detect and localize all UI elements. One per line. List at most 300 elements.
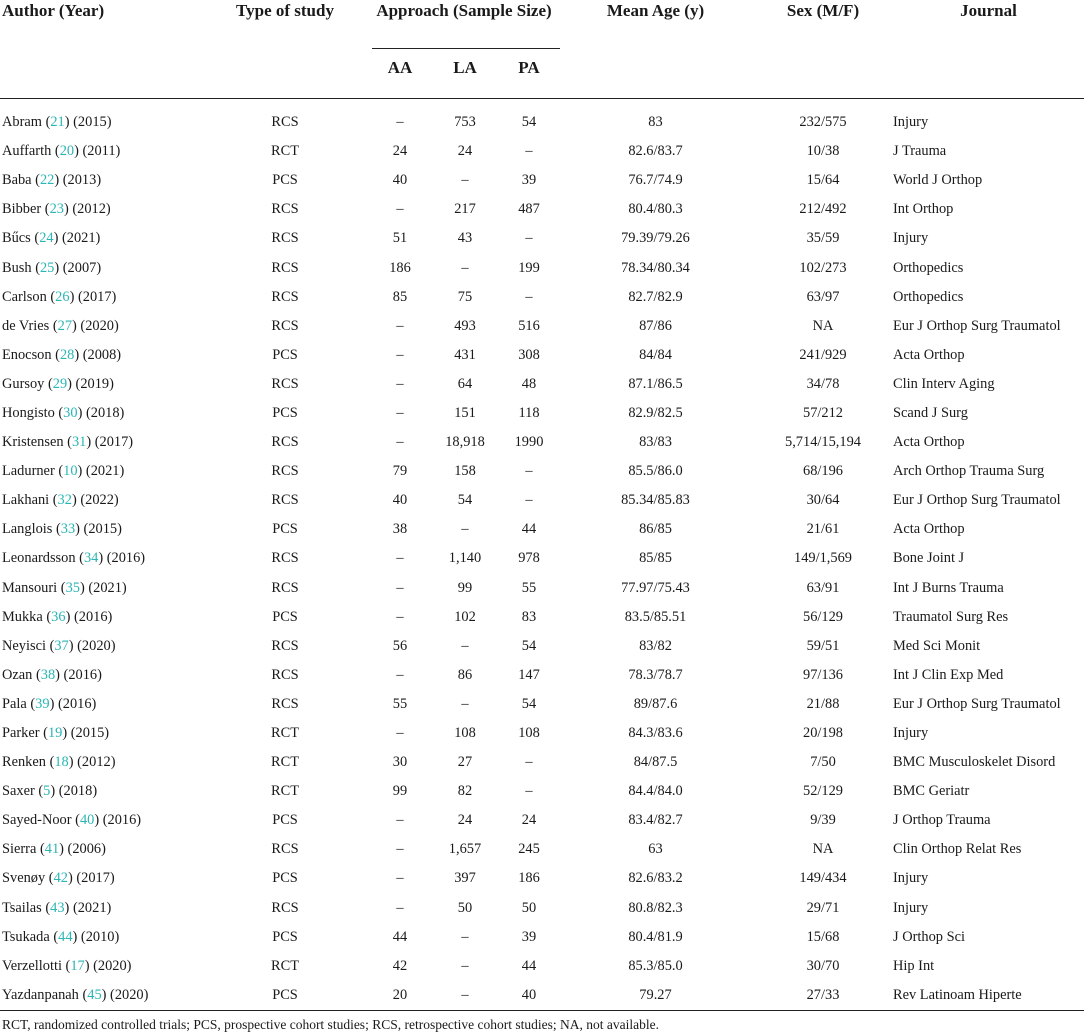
author-year: (2016) <box>73 608 113 625</box>
cell-aa: – <box>396 375 404 392</box>
reference-link[interactable]: 18 <box>54 754 69 771</box>
cell-journal: Scand J Surg <box>893 404 968 421</box>
author-name: Tsailas <box>2 899 42 916</box>
cell-aa: – <box>396 812 404 829</box>
author-year: (2016) <box>102 812 142 829</box>
author-year: (2010) <box>80 928 120 945</box>
cell-la: – <box>461 695 469 712</box>
cell-type: RCS <box>271 492 299 509</box>
cell-author: Baba (22) (2013) <box>2 172 102 189</box>
cell-aa: 56 <box>392 637 408 654</box>
cell-aa: 40 <box>392 492 408 509</box>
cell-age: 80.4/81.9 <box>628 928 683 945</box>
cell-aa: – <box>396 841 404 858</box>
table-footnote: RCT, randomized controlled trials; PCS, prospective cohort studies; RCS, retrospective cohort studies; NA, not available. <box>2 1017 660 1032</box>
cell-type: RCS <box>271 550 299 567</box>
reference-link[interactable]: 42 <box>53 870 68 887</box>
cell-aa: – <box>396 201 404 218</box>
cell-pa: 54 <box>521 695 537 712</box>
cell-age: 83.4/82.7 <box>628 812 683 829</box>
reference-link[interactable]: 25 <box>39 259 55 276</box>
cell-aa: 51 <box>392 230 408 247</box>
table-row <box>0 195 1084 224</box>
table-row <box>0 428 1084 457</box>
cell-journal: Eur J Orthop Surg Traumatol <box>893 317 1061 334</box>
cell-type: RCS <box>271 434 299 451</box>
cell-la: – <box>461 957 469 974</box>
cell-la: 18,918 <box>445 434 485 451</box>
cell-type: RCT <box>271 754 299 771</box>
cell-age: 85.5/86.0 <box>628 463 683 480</box>
cell-aa: – <box>396 550 404 567</box>
cell-sex: 35/59 <box>806 230 840 247</box>
author-name: Hongisto <box>2 404 55 421</box>
table-row <box>0 748 1084 777</box>
cell-author: Ozan (38) (2016) <box>2 666 102 683</box>
author-year: (2020) <box>93 957 132 974</box>
cell-sex: 63/97 <box>806 288 840 305</box>
cell-pa: 40 <box>500 981 558 1011</box>
author-year: (2018) <box>85 404 125 421</box>
author-year: (2020) <box>80 317 119 334</box>
table-row <box>0 515 1084 544</box>
cell-type: RCS <box>271 666 299 683</box>
cell-type: RCS <box>271 259 299 276</box>
cell-la: – <box>430 981 500 1011</box>
cell-sex: 30/64 <box>806 492 840 509</box>
cell-author: Pala (39) (2016) <box>2 695 97 712</box>
cell-age: 86/85 <box>639 521 672 538</box>
cell-sex: NA <box>812 317 834 334</box>
cell-age: 84.3/83.6 <box>628 725 683 742</box>
cell-pa: 48 <box>521 375 537 392</box>
cell-author: Bűcs (24) (2021) <box>2 230 101 247</box>
cell-author: Lakhani (32) (2022) <box>2 492 119 509</box>
cell-age: 77.97/75.43 <box>621 579 690 596</box>
col-header-age: Mean Age (y) <box>606 1 705 20</box>
cell-pa: – <box>525 783 533 800</box>
cell-journal: BMC Geriatr <box>893 783 970 800</box>
reference-link[interactable]: 39 <box>35 695 50 712</box>
reference-link[interactable]: 32 <box>57 492 72 509</box>
author-name: Ozan <box>2 666 33 683</box>
cell-age: 87.1/86.5 <box>628 375 683 392</box>
cell-la: 43 <box>457 230 473 247</box>
cell-journal: Injury <box>893 870 929 887</box>
author-name: Tsukada <box>2 928 50 945</box>
author-name: Parker <box>2 725 40 742</box>
reference-link[interactable]: 44 <box>58 928 73 945</box>
cell-aa: 99 <box>392 783 408 800</box>
author-year: (2016) <box>57 695 97 712</box>
author-year: (2021) <box>72 899 112 916</box>
table-row <box>0 661 1084 690</box>
author-name: Baba <box>2 172 32 189</box>
table-row <box>0 690 1084 719</box>
cell-type: PCS <box>272 404 298 421</box>
author-name: Langlois <box>2 521 53 538</box>
author-name: Lakhani <box>2 492 50 509</box>
cell-journal: Int J Clin Exp Med <box>893 666 1004 683</box>
author-name: Enocson <box>2 346 52 363</box>
cell-la: 151 <box>454 404 476 421</box>
author-year: (2021) <box>85 463 125 480</box>
cell-type: RCS <box>271 463 299 480</box>
cell-aa: – <box>396 899 404 916</box>
table-row <box>0 981 1084 1011</box>
reference-link[interactable]: 35 <box>65 579 80 596</box>
cell-sex: 232/575 <box>799 114 847 131</box>
cell-la: – <box>461 259 469 276</box>
cell-journal: Injury <box>893 114 929 131</box>
col-header-la: LA <box>453 58 477 77</box>
author-year: (2021) <box>61 230 101 247</box>
cell-pa: 245 <box>518 841 540 858</box>
cell-author: Bibber (23) (2012) <box>2 201 111 218</box>
cell-sex: 15/64 <box>806 172 840 189</box>
cell-aa: 55 <box>392 695 408 712</box>
cell-type: RCS <box>271 841 299 858</box>
author-year: (2007) <box>62 259 102 276</box>
cell-author: Saxer (5) (2018) <box>2 783 98 800</box>
reference-link[interactable]: 37 <box>54 637 69 654</box>
reference-link[interactable]: 40 <box>79 812 95 829</box>
cell-la: 27 <box>457 754 473 771</box>
cell-age: 84/87.5 <box>633 754 678 771</box>
author-name: Pala <box>2 695 27 712</box>
cell-pa: – <box>525 288 533 305</box>
table-body <box>0 99 1084 1011</box>
cell-aa: – <box>396 725 404 742</box>
cell-sex: 20/198 <box>803 725 843 742</box>
cell-pa: 54 <box>521 114 537 131</box>
reference-link[interactable]: 45 <box>87 986 102 1003</box>
cell-sex: 97/136 <box>803 666 843 683</box>
cell-la: 24 <box>457 143 473 160</box>
reference-link[interactable]: 28 <box>59 346 75 363</box>
reference-link[interactable]: 43 <box>50 899 65 916</box>
table-row <box>0 253 1084 282</box>
cell-age: 84/84 <box>639 346 672 363</box>
cell-la: 158 <box>454 463 476 480</box>
cell-la: 64 <box>457 375 473 392</box>
cell-pa: – <box>525 230 533 247</box>
cell-type: RCS <box>271 637 299 654</box>
reference-link[interactable]: 30 <box>63 404 78 421</box>
cell-la: 1,657 <box>448 841 482 858</box>
reference-link[interactable]: 23 <box>49 201 64 218</box>
cell-age: 83/82 <box>639 637 672 654</box>
cell-author: de Vries (27) (2020) <box>2 317 119 334</box>
author-year: (2015) <box>83 521 122 538</box>
cell-type: RCS <box>271 375 299 392</box>
author-name: Leonardsson <box>2 550 76 567</box>
reference-link[interactable]: 24 <box>39 230 54 247</box>
author-name: Svenøy <box>2 870 46 887</box>
cell-sex: 212/492 <box>799 201 847 218</box>
cell-pa: – <box>525 754 533 771</box>
cell-aa: 85 <box>392 288 408 305</box>
cell-la: 397 <box>454 870 476 887</box>
cell-journal: Orthopedics <box>893 288 964 305</box>
author-year: (2008) <box>82 346 122 363</box>
author-name: Auffarth <box>2 143 52 160</box>
cell-age: 79.27 <box>558 981 753 1011</box>
cell-age: 82.9/82.5 <box>628 404 683 421</box>
author-year: (2020) <box>110 986 149 1003</box>
author-year: (2006) <box>67 841 106 858</box>
cell-type: PCS <box>200 981 370 1011</box>
cell-pa: 24 <box>521 812 537 829</box>
col-header-author: Author (Year) <box>2 1 105 20</box>
cell-la: 753 <box>454 114 476 131</box>
cell-la: 108 <box>454 725 476 742</box>
author-name: Bush <box>2 259 32 276</box>
cell-sex: 149/434 <box>799 870 847 887</box>
author-year: (2017) <box>94 434 134 451</box>
cell-author: Enocson (28) (2008) <box>2 346 122 363</box>
table-row <box>0 224 1084 253</box>
table-row <box>0 399 1084 428</box>
cell-la: – <box>461 637 469 654</box>
author-name: Saxer <box>2 783 35 800</box>
cell-age: 83 <box>648 114 663 131</box>
cell-aa: – <box>396 317 404 334</box>
reference-link[interactable]: 20 <box>59 143 75 160</box>
cell-age: 82.7/82.9 <box>628 288 683 305</box>
cell-sex: NA <box>812 841 834 858</box>
author-year: (2012) <box>72 201 111 218</box>
cell-la: – <box>461 172 469 189</box>
cell-author: Leonardsson (34) (2016) <box>2 550 146 567</box>
reference-link[interactable]: 36 <box>51 608 66 625</box>
cell-pa: 147 <box>518 666 540 683</box>
cell-type: PCS <box>272 346 298 363</box>
reference-link[interactable]: 29 <box>52 375 68 392</box>
cell-aa: – <box>396 404 404 421</box>
author-name: de Vries <box>2 317 50 334</box>
cell-author: Gursoy (29) (2019) <box>2 375 114 392</box>
cell-journal: Rev Latinoam Hiperte <box>893 981 1084 1011</box>
cell-author: Langlois (33) (2015) <box>2 521 122 538</box>
table-row <box>0 137 1084 166</box>
table-row <box>0 341 1084 370</box>
cell-author: Svenøy (42) (2017) <box>2 870 115 887</box>
cell-journal: BMC Musculoskelet Disord <box>893 754 1056 771</box>
table-row <box>0 777 1084 806</box>
author-name: Mukka <box>2 608 43 625</box>
cell-journal: Clin Interv Aging <box>893 375 995 392</box>
cell-type: RCT <box>271 783 299 800</box>
cell-aa: – <box>396 346 404 363</box>
cell-la: 54 <box>457 492 473 509</box>
reference-link[interactable]: 41 <box>44 841 60 858</box>
cell-aa: 44 <box>392 928 408 945</box>
cell-sex: 63/91 <box>806 579 840 596</box>
cell-type: RCT <box>271 725 299 742</box>
cell-age: 83.5/85.51 <box>624 608 687 625</box>
cell-aa: 40 <box>392 172 408 189</box>
cell-journal: Bone Joint J <box>893 550 965 567</box>
cell-journal: Injury <box>893 230 929 247</box>
cell-author: Sayed-Noor (40) (2016) <box>2 812 142 829</box>
cell-author: Verzellotti (17) (2020) <box>2 957 132 974</box>
cell-journal: J Orthop Sci <box>893 928 965 945</box>
cell-type: PCS <box>272 928 298 945</box>
table-row <box>0 574 1084 603</box>
cell-journal: Int J Burns Trauma <box>893 579 1004 596</box>
reference-link[interactable]: 22 <box>39 172 55 189</box>
cell-la: 24 <box>457 812 473 829</box>
author-name: Yazdanpanah <box>2 986 79 1003</box>
cell-la: 431 <box>454 346 476 363</box>
table-row <box>0 894 1084 923</box>
cell-author: Bush (25) (2007) <box>2 259 102 276</box>
cell-aa: 79 <box>392 463 408 480</box>
cell-age: 80.4/80.3 <box>628 201 683 218</box>
cell-aa: 186 <box>389 259 411 276</box>
cell-la: – <box>461 521 469 538</box>
cell-pa: 44 <box>521 521 537 538</box>
cell-type: RCT <box>271 143 299 160</box>
cell-aa: – <box>396 434 404 451</box>
cell-sex: 102/273 <box>799 259 847 276</box>
author-year: (2017) <box>76 870 115 887</box>
table-row <box>0 864 1084 893</box>
cell-author: Tsukada (44) (2010) <box>2 928 120 945</box>
author-name: Renken <box>2 754 46 771</box>
col-header-sex: Sex (M/F) <box>786 1 860 20</box>
cell-author: Auffarth (20) (2011) <box>2 143 121 160</box>
cell-type: PCS <box>272 812 298 829</box>
cell-journal: Eur J Orthop Surg Traumatol <box>893 695 1061 712</box>
table-row <box>0 370 1084 399</box>
cell-pa: 978 <box>518 550 540 567</box>
reference-link[interactable]: 38 <box>40 666 56 683</box>
cell-pa: 1990 <box>514 434 544 451</box>
reference-link[interactable]: 5 <box>43 783 51 800</box>
author-year: (2016) <box>63 666 102 683</box>
cell-la: 493 <box>454 317 476 334</box>
cell-sex: 21/88 <box>806 695 840 712</box>
reference-link[interactable]: 10 <box>63 463 78 480</box>
cell-journal: World J Orthop <box>893 172 983 189</box>
cell-journal: Hip Int <box>893 957 935 974</box>
col-header-journal: Journal <box>960 1 1017 20</box>
col-header-pa: PA <box>518 58 540 77</box>
cell-author: Abram (21) (2015) <box>2 114 112 131</box>
reference-link[interactable]: 26 <box>55 288 70 305</box>
cell-age: 89/87.6 <box>633 695 678 712</box>
cell-author: Parker (19) (2015) <box>2 725 110 742</box>
col-header-approach: Approach (Sample Size) <box>376 1 552 20</box>
cell-sex: 56/129 <box>803 608 843 625</box>
cell-aa: 24 <box>392 143 408 160</box>
cell-sex: 149/1,569 <box>794 550 852 567</box>
cell-pa: 54 <box>521 637 537 654</box>
cell-pa: 50 <box>521 899 537 916</box>
cell-sex: 29/71 <box>806 899 840 916</box>
cell-journal: Acta Orthop <box>893 346 965 363</box>
cell-la: 1,140 <box>448 550 482 567</box>
reference-link[interactable]: 31 <box>71 434 87 451</box>
author-name: Kristensen <box>2 434 64 451</box>
cell-aa: – <box>396 608 404 625</box>
cell-pa: – <box>525 463 533 480</box>
cell-pa: 516 <box>518 317 540 334</box>
reference-link[interactable]: 21 <box>50 114 65 131</box>
cell-type: PCS <box>272 521 298 538</box>
author-year: (2015) <box>70 725 110 742</box>
cell-la: 99 <box>457 579 473 596</box>
cell-aa: – <box>396 579 404 596</box>
cell-sex: 52/129 <box>803 783 843 800</box>
author-year: (2016) <box>106 550 146 567</box>
table-row <box>0 632 1084 661</box>
reference-link[interactable]: 33 <box>60 521 76 538</box>
author-year: (2020) <box>77 637 116 654</box>
cell-journal: Acta Orthop <box>893 434 965 451</box>
cell-sex: 5,714/15,194 <box>785 434 861 451</box>
cell-sex: 15/68 <box>806 928 840 945</box>
cell-age: 82.6/83.7 <box>628 143 683 160</box>
author-name: Bibber <box>2 201 42 218</box>
table-row <box>0 806 1084 835</box>
cell-author: Sierra (41) (2006) <box>2 841 106 858</box>
author-name: Mansouri <box>2 579 58 596</box>
cell-pa: – <box>525 492 533 509</box>
cell-sex: 7/50 <box>810 754 836 771</box>
cell-author: Yazdanpanah (45) (2020) <box>0 981 200 1011</box>
cell-pa: 83 <box>521 608 537 625</box>
cell-type: RCS <box>271 899 299 916</box>
reference-link[interactable]: 27 <box>57 317 73 334</box>
cell-age: 82.6/83.2 <box>628 870 683 887</box>
cell-aa: 20 <box>370 981 430 1011</box>
cell-sex: 241/929 <box>799 346 847 363</box>
author-year: (2018) <box>58 783 98 800</box>
author-name: Ladurner <box>2 463 55 480</box>
cell-age: 83/83 <box>639 434 672 451</box>
cell-age: 76.7/74.9 <box>628 172 683 189</box>
cell-age: 63 <box>648 841 663 858</box>
cell-sex: 57/212 <box>803 404 843 421</box>
reference-link[interactable]: 17 <box>70 957 85 974</box>
approach-header-rule <box>372 48 560 49</box>
cell-journal: Int Orthop <box>893 201 954 218</box>
cell-type: RCS <box>271 201 299 218</box>
author-name: Abram <box>2 114 42 131</box>
reference-link[interactable]: 34 <box>83 550 99 567</box>
author-year: (2012) <box>77 754 116 771</box>
cell-pa: 39 <box>521 928 537 945</box>
cell-sex: 10/38 <box>806 143 840 160</box>
cell-type: PCS <box>272 870 298 887</box>
cell-sex: 21/61 <box>806 521 840 538</box>
reference-link[interactable]: 19 <box>47 725 63 742</box>
table-row <box>0 486 1084 515</box>
cell-age: 78.3/78.7 <box>628 666 683 683</box>
cell-age: 85/85 <box>639 550 672 567</box>
cell-type: RCT <box>271 957 299 974</box>
cell-aa: – <box>396 114 404 131</box>
cell-author: Mukka (36) (2016) <box>2 608 113 625</box>
cell-la: 75 <box>457 288 473 305</box>
cell-type: RCS <box>271 288 299 305</box>
cell-journal: Acta Orthop <box>893 521 965 538</box>
cell-author: Carlson (26) (2017) <box>2 288 117 305</box>
cell-author: Tsailas (43) (2021) <box>2 899 112 916</box>
